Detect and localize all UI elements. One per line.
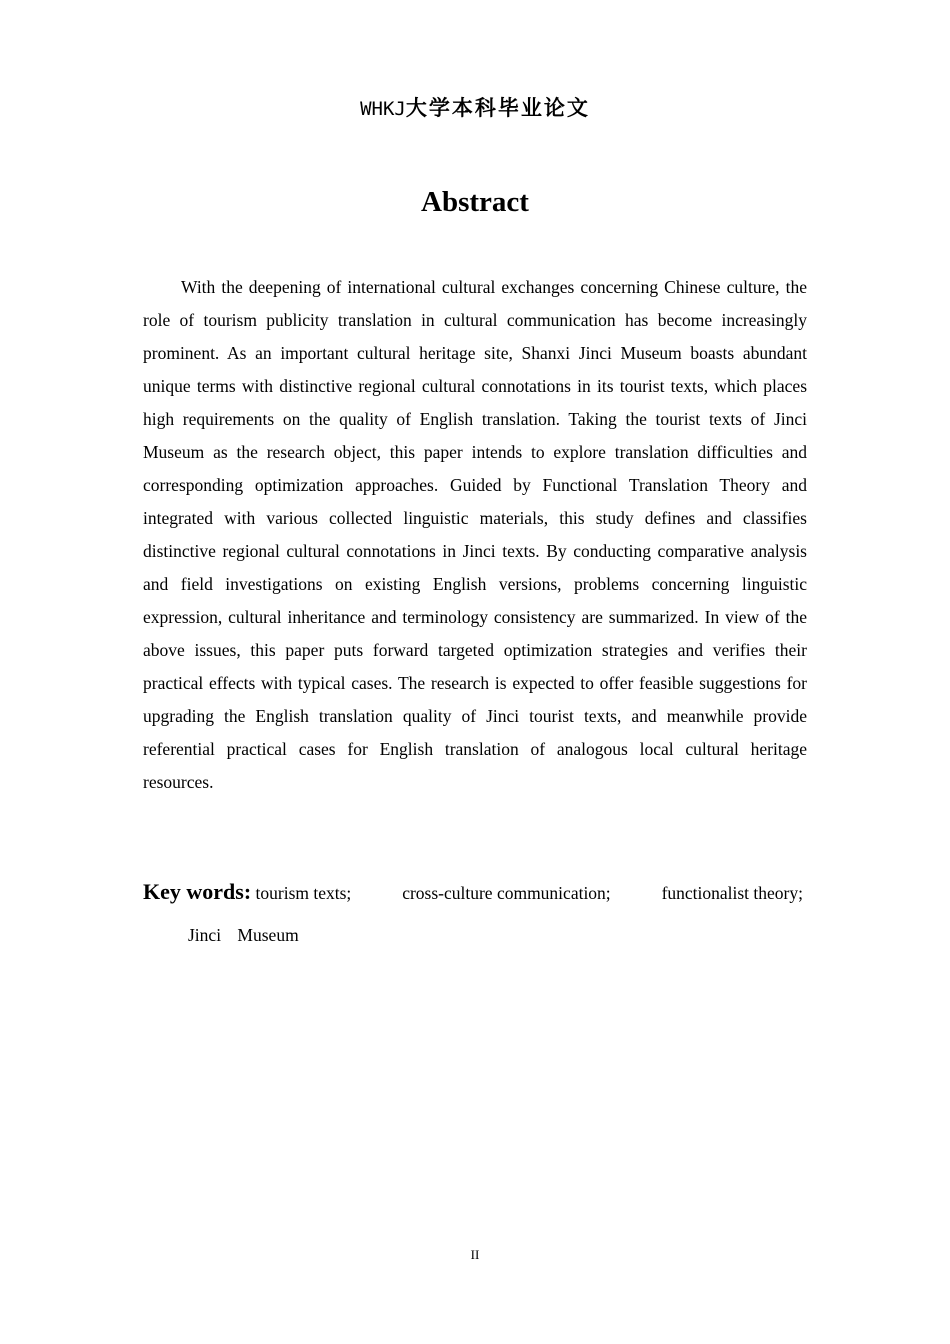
keyword-item: cross-culture communication; bbox=[402, 883, 611, 903]
page-number: II bbox=[470, 1247, 480, 1262]
abstract-body: With the deepening of international cultural exchanges concerning Chinese culture, the role of tourism publicity translation in cultural communication has become increasingly prominent. As an important cultural heritage site, Shanxi Jinci Museum boasts abundant unique terms with distinctive regional cultural connotations in its tourist texts, which places high requirements on the quality of English translation. Taking the tourist texts of Jinci Museum as the research object, this paper intends to explore translation difficulties and corresponding optimization approaches. Guided by Functional Translation Theory and integrated with various collected linguistic materials, this study defines and classifies distinctive regional cultural connotations in Jinci texts. By conducting comparative analysis and field investigations on existing English versions, problems concerning linguistic expression, cultural inheritance and terminology consistency are summarized. In view of the above issues, this paper puts forward targeted optimization strategies and verifies their practical effects with typical cases. The research is expected to offer feasible suggestions for upgrading the English translation quality of Jinci tourist texts, and meanwhile provide referential practical cases for English translation of analogous local cultural heritage resources. bbox=[143, 277, 807, 792]
header-school-code: WHKJ bbox=[360, 98, 406, 120]
keyword-item: tourism texts; bbox=[255, 883, 352, 903]
keywords-lead bbox=[143, 876, 351, 909]
abstract-title: Abstract bbox=[421, 186, 529, 218]
keyword-item: functionalist theory; bbox=[661, 883, 803, 903]
keywords-row bbox=[143, 876, 803, 909]
keywords-section bbox=[143, 876, 807, 951]
keywords-row-continued bbox=[143, 919, 807, 951]
header-thesis-label: 大学本科毕业论文 bbox=[405, 96, 590, 120]
running-header bbox=[0, 94, 950, 123]
keyword-item: Jinci Museum bbox=[188, 925, 299, 945]
keywords-label: Key words: bbox=[143, 879, 252, 904]
